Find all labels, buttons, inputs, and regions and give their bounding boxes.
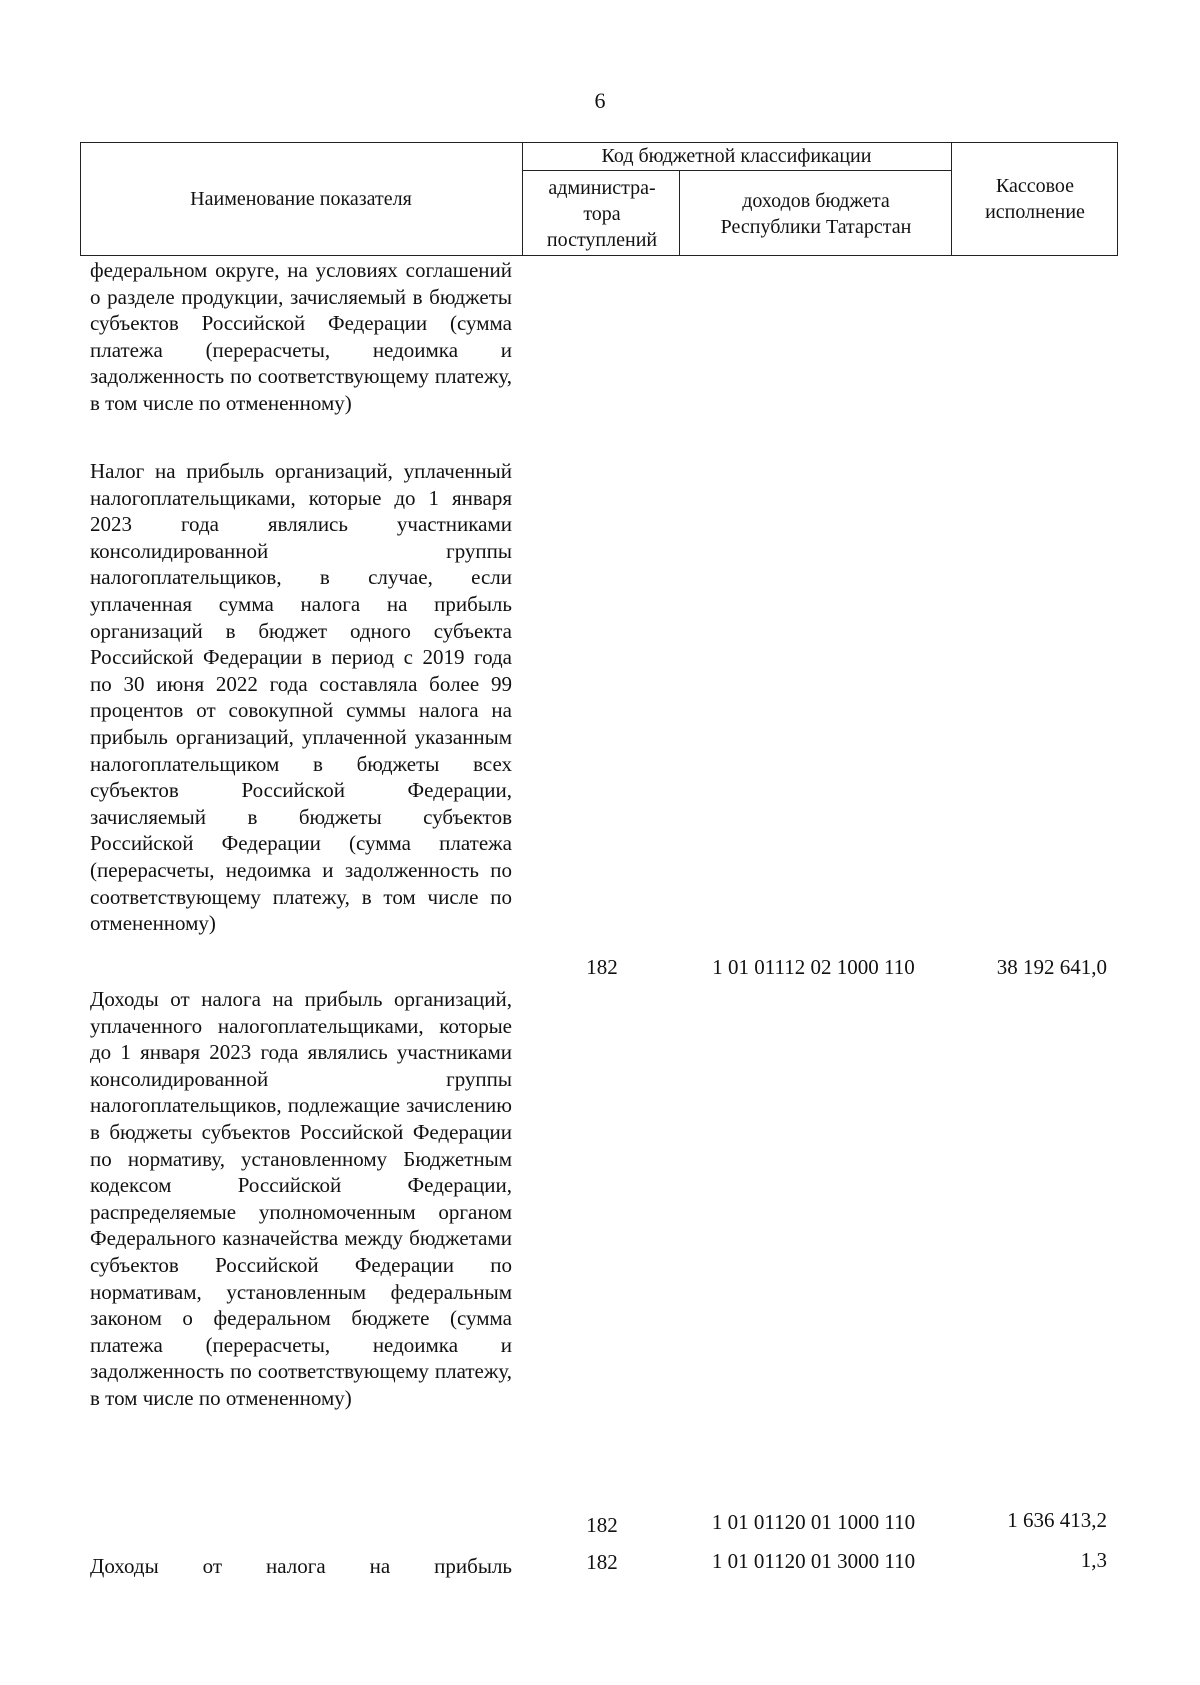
cash-execution-amount: 38 192 641,0 — [996, 955, 1107, 979]
header-col-code-group: Код бюджетной классификации — [601, 145, 872, 167]
income-code: 1 01 01120 01 3000 110 — [711, 1549, 916, 1573]
page-number: 6 — [594, 88, 606, 113]
cash-execution-amount: 1,3 — [1080, 1548, 1107, 1572]
income-code: 1 01 01120 01 1000 110 — [711, 1510, 916, 1534]
header-divider — [679, 171, 680, 256]
indicator-name: Доходы от налога на прибыль организаций, уплаченного налогоплательщиками, которые до 1 января 2023 года являлись участниками консолидированной группы налогоплательщиков, подлежащие зачислению в бюджеты субъектов Российской Федерации по нормативу, установленному Бюджетным кодексом Российской Федерации, распределяемые уполномоченным органом Федерального казначейства между бюджетами субъектов Российской Федерации по нормативам, установленным федеральным законом о федеральном бюджете (сумма платежа (перерасчеты, недоимка и задолженность по соответствующему платежу, в том числе по отмененному) — [90, 987, 512, 1410]
indicator-name: Налог на прибыль организаций, уплаченный налогоплательщиками, которые до 1 января 2023 года являлись участниками консолидированной группы налогоплательщиков, в случае, если уплаченная сумма налога на прибыль организаций в бюджет одного субъекта Российской Федерации в период с 2019 года по 30 июня 2022 года составляла более 99 процентов от совокупной суммы налога на прибыль организаций, уплаченной указанным налогоплательщиком в бюджеты всех субъектов Российской Федерации, зачисляемый в бюджеты субъектов Российской Федерации (сумма платежа (перерасчеты, недоимка и задолженность по соответствующему платежу, в том числе по отмененному) — [90, 459, 512, 936]
header-col-amount: Кассовое исполнение — [985, 175, 1085, 223]
cash-execution-amount: 1 636 413,2 — [1007, 1508, 1107, 1532]
header-col-name: Наименование показателя — [190, 188, 412, 210]
indicator-name: Доходы от налога на прибыль — [90, 1554, 512, 1578]
admin-code: 182 — [586, 955, 618, 979]
admin-code: 182 — [586, 1513, 618, 1537]
admin-code: 182 — [586, 1550, 618, 1574]
header-divider — [522, 170, 951, 171]
income-code: 1 01 01112 02 1000 110 — [712, 955, 915, 979]
header-col-income: доходов бюджета Республики Татарстан — [720, 190, 912, 238]
header-col-admin: администра-тора поступлений — [546, 177, 658, 251]
indicator-name: федеральном округе, на условиях соглашений о разделе продукции, зачисляемый в бюджеты субъектов Российской Федерации (сумма платежа (перерасчеты, недоимка и задолженность по соответствующему платежу, в том числе по отмененному) — [90, 258, 512, 415]
